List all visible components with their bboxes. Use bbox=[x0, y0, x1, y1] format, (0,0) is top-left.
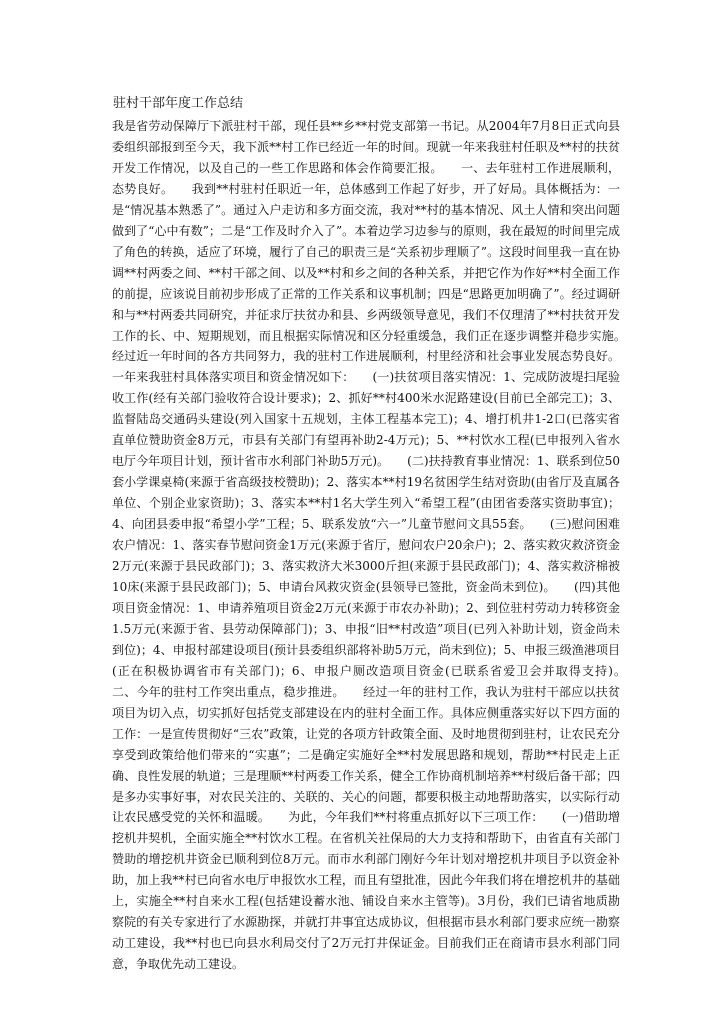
document-title: 驻村干部年度工作总结 bbox=[113, 96, 244, 111]
document-body-text: 我是省劳动保障厅下派驻村干部，现任县**乡**村党支部第一书记。从2004年7月8日正式向县委组织部报到至今天，我下派**村工作已经近一年的时间。现就一年来我驻村任职及**村的扶贫开发工作情况，以及自己的一些工作思路和体会作简要汇报。 一、去年驻村工作进展顺利，态势良好。 我到**村驻村任职近一年，总体感到工作起了好步，开了好局。具体概括为：一是“情况基本熟悉了”。通过入户走访和多方面交流，我对**村的基本情况、风土人情和突出问题做到了“心中有数”；二是“工作及时介入了”。本着边学习边参与的原则，我在最短的时间里完成了角色的转换，适应了环境，履行了自己的职责三是“关系初步理顺了”。这段时间里我一直在协调**村两委之间、**村干部之间、以及**村和乡之间的各种关系，并把它作为作好**村全面工作的前提，应该说目前初步形成了正常的工作关系和议事机制；四是“思路更加明确了”。经过调研和与**村两委共同研究，并征求厅扶贫办和县、乡两级领导意见，我们不仅理清了**村扶贫开发工作的长、中、短期规划，而且根据实际情况和区分轻重缓急，我们正在逐步调整并稳步实施。 经过近一年时间的各方共同努力，我的驻村工作进展顺利，村里经济和社会事业发展态势良好。一年来我驻村具体落实项目和资金情况如下： (一)扶贫项目落实情况：1、完成防波堤扫尾验收工作(经有关部门验收符合设计要求)；2、抓好**村400米水泥路建设(目前已全部完工)；3、监督陆岛交通码头建设(列入国家十五规划，主体工程基本完工)；4、增打机井1-2口(已落实省直单位赞助资金8万元，市县有关部门有望再补助2-4万元)；5、**村饮水工程(已申报列入省水电厅今年项目计划，预计省市水利部门补助5万元)。 (二)扶持教育事业情况：1、联系到位50套小学课桌椅(来源于省高级技校赞助)；2、落实本**村19名贫困学生结对资助(由省厅及直属各单位、个别企业家资助)；3、落实本**村1名大学生列入“希望工程”(由团省委落实资助事宜)；4、向团县委申报“希望小学”工程；5、联系发放“六一”儿童节慰问文具55套。 (三)慰问困难农户情况：1、落实春节慰问资金1万元(来源于省厅，慰问农户20余户)；2、落实救灾救济资金2万元(来源于县民政部门)；3、落实救济大米3000斤担(来源于县民政部门)；4、落实救济棉被10床(来源于县民政部门)；5、申请台风救灾资金(县领导已签批，资金尚未到位)。 (四)其他项目资金情况：1、申请养殖项目资金2万元(来源于市农办补助)；2、到位驻村劳动力转移资金1.5万元(来源于省、县劳动保障部门)；3、申报“旧**村改造”项目(已列入补助计划，资金尚未到位)；4、申报村部建设项目(预计县委组织部将补助5万元，尚未到位)；5、申报三级渔港项目(正在积极协调省市有关部门)；6、申报户厕改造项目资金(已联系省爱卫会并取得支持)。 二、今年的驻村工作突出重点，稳步推进。 经过一年的驻村工作，我认为驻村干部应以扶贫项目为切入点，切实抓好包括党支部建设在内的驻村全面工作。具体应侧重落实好以下四方面的工作：一是宣传贯彻好“三农”政策，让党的各项方针政策全面、及时地贯彻到驻村，让农民充分享受到政策给他们带来的“实惠”；二是确定实施好全**村发展思路和规划，帮助**村民走上正确、良性发展的轨道；三是理顺**村两委工作关系，健全工作协商机制培养**村级后备干部；四是多办实事好事，对农民关注的、关联的、关心的问题，都要积极主动地帮助落实，以实际行动让农民感受党的关怀和温暖。 为此，今年我们**村将重点抓好以下三项工作： (一)借助增挖机井契机，全面实施全**村饮水工程。在省机关社保局的大力支持和帮助下，由省直有关部门赞助的增挖机井资金已顺利到位8万元。而市水利部门刚好今年计划对增挖机井项目予以资金补助，加上我**村已向省水电厅申报饮水工程，而且有望批准，因此今年我们将在增挖机井的基础上，实施全**村自来水工程(包括建设蓄水池、铺设自来水主管等)。3月份，我们已请省地质勘察院的有关专家进行了水源勘探，并就打井事宜达成协议，但根据市县水利部门要求应统一勘察动工建设，我**村也已向县水利局交付了2万元打井保证金。目前我们正在商请市县水利部门同意，争取优先动工建设。 bbox=[112, 119, 645, 972]
